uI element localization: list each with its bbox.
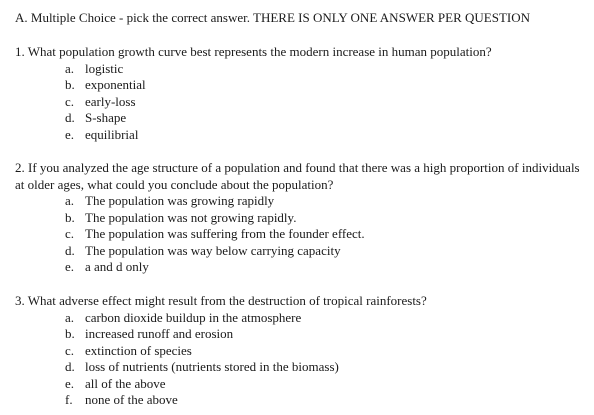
answer-options — [65, 61, 585, 144]
answer-option — [65, 359, 585, 376]
question-text: 1. What population growth curve best represents the modern increase in human population? — [15, 44, 492, 59]
answer-option — [65, 243, 585, 260]
answer-option — [65, 326, 585, 343]
option-letter: a. — [65, 309, 75, 325]
option-text: a and d only — [85, 259, 149, 274]
answer-option — [65, 94, 585, 111]
option-letter: c. — [65, 342, 75, 358]
answer-option — [65, 226, 585, 243]
option-text: increased runoff and erosion — [85, 326, 234, 341]
option-letter: b. — [65, 326, 75, 341]
option-text: extinction of species — [85, 342, 192, 358]
option-letter: c. — [65, 93, 75, 109]
option-text: none of the above — [85, 392, 178, 407]
question-text: 3. What adverse effect might result from the destruction of tropical rainforests? — [15, 293, 427, 308]
option-letter: f. — [65, 392, 73, 407]
option-letter: e. — [65, 375, 75, 391]
option-letter: e. — [65, 259, 75, 274]
question-2 — [15, 160, 585, 276]
answer-options — [65, 193, 585, 276]
option-text: early-loss — [85, 93, 136, 109]
question-1 — [15, 44, 585, 143]
option-letter: a. — [65, 193, 75, 208]
option-letter: b. — [65, 77, 75, 92]
answer-option — [65, 127, 585, 144]
option-letter: d. — [65, 359, 75, 374]
question-3 — [15, 293, 585, 409]
section-heading: A. Multiple Choice - pick the correct answer. THERE IS ONLY ONE ANSWER PER QUESTION — [15, 10, 531, 25]
answer-option — [65, 110, 585, 127]
answer-option — [65, 392, 585, 409]
option-text: logistic — [85, 60, 124, 76]
option-letter: e. — [65, 126, 75, 142]
question-text: 2. If you analyzed the age structure of a population and found that there was a high proportion of individuals at older ages, what could you conclude about the population? — [15, 160, 580, 192]
option-text: The population was not growing rapidly. — [85, 209, 297, 225]
option-text: exponential — [85, 77, 146, 92]
option-text: The population was growing rapidly — [85, 193, 275, 208]
answer-option — [65, 77, 585, 94]
answer-option — [65, 310, 585, 327]
option-letter: b. — [65, 209, 75, 225]
option-text: The population was way below carrying capacity — [85, 242, 341, 258]
answer-option — [65, 259, 585, 276]
option-letter: d. — [65, 110, 75, 125]
answer-option — [65, 61, 585, 78]
option-letter: a. — [65, 60, 75, 76]
option-text: carbon dioxide buildup in the atmosphere — [85, 309, 302, 325]
answer-option — [65, 210, 585, 227]
option-text: loss of nutrients (nutrients stored in the biomass) — [85, 359, 339, 374]
answer-options — [65, 310, 585, 409]
option-text: The population was suffering from the founder effect. — [85, 226, 365, 241]
answer-option — [65, 193, 585, 210]
answer-option — [65, 376, 585, 393]
option-letter: d. — [65, 242, 75, 258]
option-text: S-shape — [85, 110, 127, 125]
answer-option — [65, 343, 585, 360]
option-text: all of the above — [85, 375, 166, 391]
option-letter: c. — [65, 226, 75, 241]
option-text: equilibrial — [85, 126, 139, 142]
